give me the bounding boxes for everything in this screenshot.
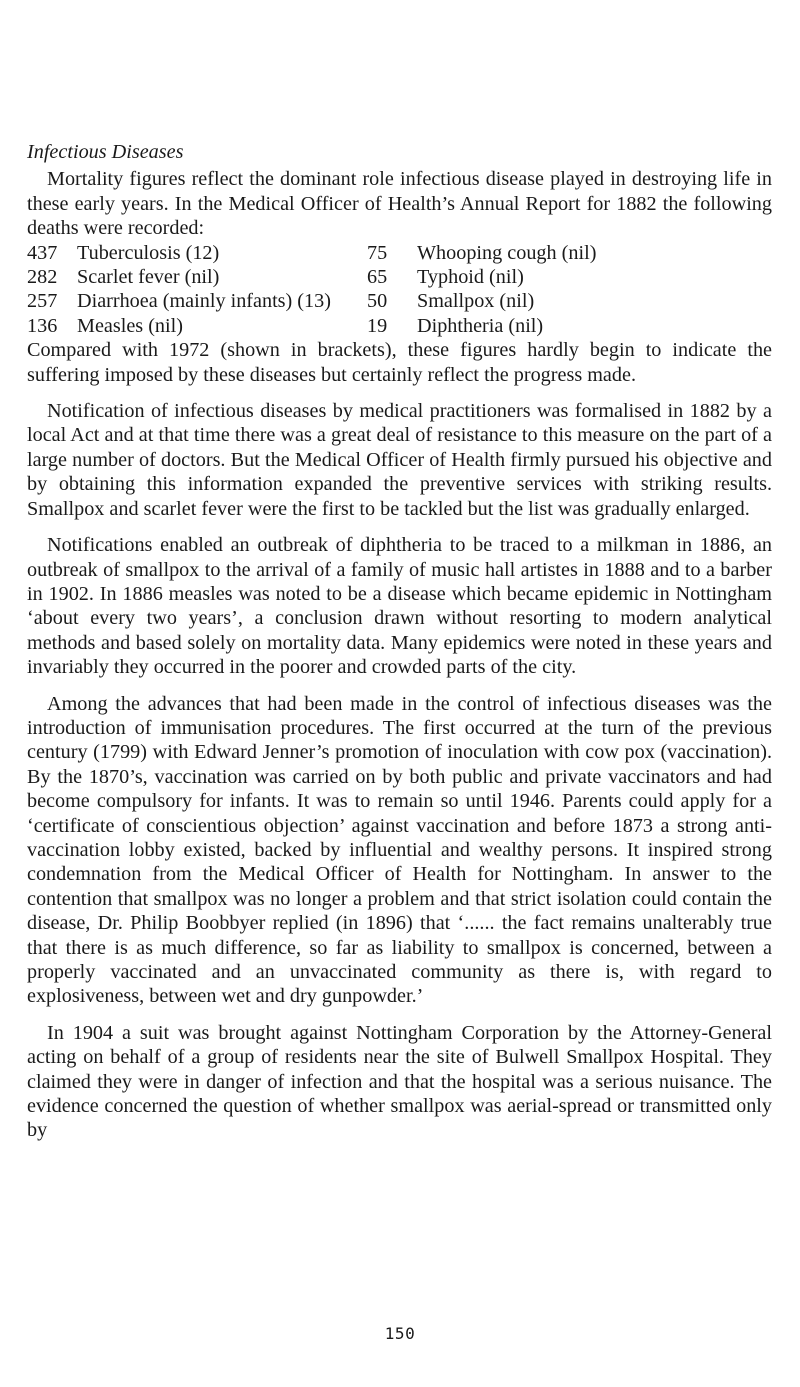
intro-paragraph: Mortality figures reflect the dominant role infectious disease played in destroying life in these early years. In the Medical Officer of Health’s Annual Report for 1882 the following deaths were recorded: [27,168,772,240]
death-cause: Smallpox (nil) [417,290,535,313]
death-count: 50 [367,290,388,313]
death-count: 65 [367,266,388,289]
death-count: 437 [27,241,58,264]
body-paragraph: In 1904 a suit was brought against Nottingham Corporation by the Attorney-General acting on behalf of a group of residents near the site of Bulwell Smallpox Hospital. They claimed they were in danger of infection and that the hospital was a serious nuisance. The evidence concerned the question of whether smallpox was aerial-spread or transmitted only by [27,1021,772,1142]
death-count: 257 [27,290,58,313]
death-cause: Diphtheria (nil) [417,314,544,337]
body-paragraph: Compared with 1972 (shown in brackets), these figures hardly begin to indicate the suffering imposed by these diseases but certainly reflect the progress made. [27,339,772,386]
death-cause: Measles (nil) [77,314,183,337]
page-number: 150 [384,1324,416,1343]
page-content [27,140,772,1155]
death-cause: Scarlet fever (nil) [77,266,220,289]
body-paragraph: Among the advances that had been made in the control of infectious diseases was the introduction of immunisation procedures. The first occurred at the turn of the previous century (1799) with Edward Jenner’s promotion of inoculation with cow pox (vaccination). By the 1870’s, vaccination was carried on by both public and private vaccinators and had become compulsory for infants. It was to remain so until 1946. Parents could apply for a ‘certificate of conscientious objection’ against vaccination and before 1873 a strong anti-vaccination lobby existed, backed by influential and wealthy persons. It inspired strong condemnation from the Medical Officer of Health for Nottingham. In answer to the contention that smallpox was no longer a problem and that strict isolation could contain the disease, Dr. Philip Boobbyer replied (in 1896) that ‘...... the fact remains unalterably true that there is as much difference, so far as liability to smallpox is concerned, between a properly vaccinated and an unvaccinated community as there is, with regard to explosiveness, between wet and dry gunpowder.’ [27,692,772,1008]
death-cause: Whooping cough (nil) [417,241,597,264]
death-cause: Typhoid (nil) [417,266,524,289]
death-count: 75 [367,241,388,264]
death-count: 136 [27,314,58,337]
body-paragraph: Notifications enabled an outbreak of diphtheria to be traced to a milkman in 1886, an outbreak of smallpox to the arrival of a family of music hall artistes in 1888 and to a barber in 1902. In 1886 measles was noted to be a disease which became epidemic in Nottingham ‘about every two years’, a conclusion drawn without resorting to modern analytical methods and based solely on mortality data. Many epidemics were noted in these years and invariably they occurred in the poorer and crowded parts of the city. [27,534,772,679]
section-title: Infectious Diseases [27,141,184,163]
death-cause: Diarrhoea (mainly infants) (13) [77,290,331,313]
death-cause: Tuberculosis (12) [77,241,220,264]
deaths-table [27,241,772,339]
death-count: 19 [367,314,388,337]
death-count: 282 [27,266,58,289]
body-paragraph: Notification of infectious diseases by medical practitioners was formalised in 1882 by a local Act and at that time there was a great deal of resistance to this measure on the part of a large number of doctors. But the Medical Officer of Health firmly pursued his objective and by obtaining this information expanded the preventive services with striking results. Smallpox and scarlet fever were the first to be tackled but the list was gradually enlarged. [27,400,772,520]
